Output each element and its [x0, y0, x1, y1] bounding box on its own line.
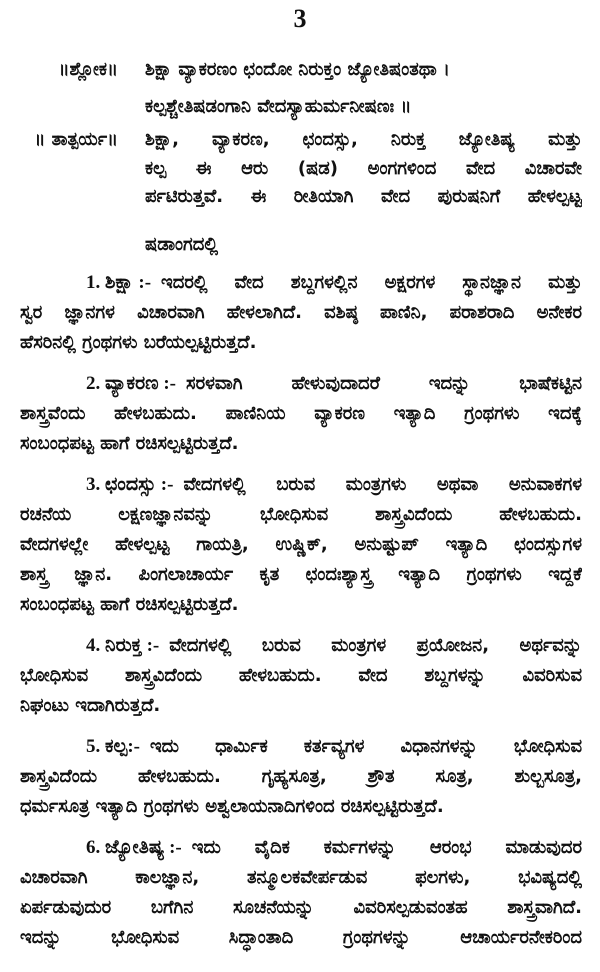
tatparya-line: ಶಿಕ್ಷಾ, ವ್ಯಾಕರಣ, ಛಂದಸ್ಸು, ನಿರುಕ್ತ ಜ್ಯೋತಿಷ್ಯ ಮತ್ತು	[145, 129, 582, 150]
shloka-line: ಶಿಕ್ಷಾ ವ್ಯಾಕರಣಂ ಛಂದೋ ನಿರುಕ್ತಂ ಜ್ಯೋತಿಷಂತಥಾ ।	[145, 59, 450, 80]
section-line: ಸ್ವರ ಜ್ಞಾನಗಳ ವಿಚಾರವಾಗಿ ಹೇಳಲಾಗಿದೆ. ವಶಿಷ್ಠ ಪಾಣಿನಿ, ಪರಾಶರಾದಿ ಅನೇಕರ	[20, 302, 582, 323]
section-paragraph	[20, 268, 582, 358]
section-paragraph	[20, 369, 582, 459]
tatparya-label: ॥ ತಾತ್ಪರ್ಯ॥	[34, 129, 118, 150]
section-heading: 4. ನಿರುಕ್ತ :-	[86, 635, 160, 656]
section-heading: 6. ಜ್ಯೋತಿಷ್ಯ :-	[86, 837, 182, 858]
section-line: ಇದು ಧಾರ್ಮಿಕ ಕರ್ತವ್ಯಗಳ ವಿಧಾನಗಳನ್ನು ಭೋಧಿಸುವ	[149, 736, 582, 757]
section-heading: 2. ವ್ಯಾಕರಣ :-	[86, 373, 177, 394]
section-line: ಇದನ್ನು ಭೋಧಿಸುವ ಸಿದ್ಧಾಂತಾದಿ ಗ್ರಂಥಗಳನ್ನು ಆಚಾರ್ಯರನೇಕರಿಂದ	[20, 927, 582, 948]
section-first-line	[20, 470, 582, 500]
section-line: ಇದು ವೈದಿಕ ಕರ್ಮಗಳನ್ನು ಆರಂಭ ಮಾಡುವುದರ	[191, 837, 582, 858]
section-paragraph	[20, 631, 582, 721]
section-line: ಇದರಲ್ಲಿ ವೇದ ಶಬ್ದಗಳಲ್ಲಿನ ಅಕ್ಷರಗಳ ಸ್ಥಾನಜ್ಞಾನ ಮತ್ತು	[161, 272, 582, 293]
sections	[20, 268, 582, 964]
tatparya-line: ಷಡಾಂಗದಲ್ಲಿ	[145, 234, 219, 255]
section-first-line	[20, 631, 582, 661]
section-paragraph	[20, 732, 582, 822]
shloka-line: ಕಲ್ಪಶ್ಚೇತಿಷಡಂಗಾನಿ ವೇದಸ್ಯಾಹುರ್ಮನೀಷಣಃ ॥	[145, 96, 412, 117]
page-number: 3	[293, 4, 307, 33]
section-line: ಏರ್ಪಡುವುದುರ ಬಗೆಗಿನ ಸೂಚನೆಯನ್ನು ವಿವರಿಸಲ್ಪಡುವಂತಹ ಶಾಸ್ತ್ರವಾಗಿದೆ.	[20, 897, 582, 918]
section-line: ವೇದಗಳಲ್ಲಿ ಬರುವ ಮಂತ್ರಗಳ ಪ್ರಯೋಜನ, ಅರ್ಥವನ್ನು	[169, 635, 582, 656]
section-line: ಧರ್ಮಸೂತ್ರ ಇತ್ಯಾದಿ ಗ್ರಂಥಗಳು ಅಶ್ವಲಾಯನಾದಿಗಳಿಂದ ರಚಿಸಲ್ಪಟ್ಟಿರುತ್ತದೆ.	[20, 796, 444, 817]
section-line: ಹೆಸರಿನಲ್ಲಿ ಗ್ರಂಥಗಳು ಬರೆಯಲ್ಪಟ್ಟಿರುತ್ತದೆ.	[20, 332, 257, 353]
section-line: ಸಂಬಂಧಪಟ್ಟ ಹಾಗೆ ರಚಿಸಲ್ಪಟ್ಟಿರುತ್ತದೆ.	[20, 594, 239, 615]
section-line: ಭೋಧಿಸುವ ಶಾಸ್ತ್ರವಿದೆಂದು ಹೇಳಬಹುದು. ವೇದ ಶಬ್ದಗಳನ್ನು ವಿವರಿಸುವ	[20, 665, 582, 686]
section-line: ವಿಚಾರವಾಗಿ ಕಾಲಜ್ಞಾನ, ತನ್ಮೂಲಕವೇರ್ಪಡುವ ಫಲಗಳು, ಭವಿಷ್ಯದಲ್ಲಿ	[20, 867, 582, 888]
section-line: ರಚನೆಯ ಲಕ್ಷಣಜ್ಞಾನವನ್ನು ಭೋಧಿಸುವ ಶಾಸ್ತ್ರವಿದೆಂದು ಹೇಳಬಹುದು.	[20, 504, 582, 525]
section-paragraph	[20, 470, 582, 620]
section-heading: 1. ಶಿಕ್ಷಾ :-	[86, 272, 152, 293]
section-line: ಸಂಬಂಧಪಟ್ಟ ಹಾಗೆ ರಚಿಸಲ್ಪಟ್ಟಿರುತ್ತದೆ.	[20, 433, 239, 454]
section-line: ನಿಘಂಟು ಇದಾಗಿರುತ್ತದೆ.	[20, 695, 161, 716]
shloka-label: ॥ಶ್ಲೋಕ॥	[58, 59, 118, 80]
section-line: ಸರಳವಾಗಿ ಹೇಳುವುದಾದರೆ ಇದನ್ನು ಭಾಷೆಕಟ್ಟಿನ	[186, 373, 582, 394]
section-first-line	[20, 268, 582, 298]
section-line: ಶಾಸ್ತ್ರವೆಂದು ಹೇಳಬಹುದು. ಪಾಣಿನಿಯ ವ್ಯಾಕರಣ ಇತ್ಯಾದಿ ಗ್ರಂಥಗಳು ಇದಕ್ಕೆ	[20, 403, 582, 424]
tatparya-line: ಕಲ್ಪ ಈ ಆರು (ಷಡ) ಅಂಗಗಳಿಂದ ವೇದ ವಿಚಾರವೇ	[145, 158, 582, 179]
section-heading: 3. ಛಂದಸ್ಸು :-	[86, 474, 174, 495]
section-first-line	[20, 833, 582, 863]
section-first-line	[20, 732, 582, 762]
tatparya-line: ರ್ಪಟಿರುತ್ತವೆ. ಈ ರೀತಿಯಾಗಿ ವೇದ ಪುರುಷನಿಗೆ ಹೇಳಲ್ಪಟ್ಟ	[145, 186, 582, 207]
section-line: ವೇದಗಳಲ್ಲಿ ಬರುವ ಮಂತ್ರಗಳು ಅಥವಾ ಅನುವಾಕಗಳ	[183, 474, 582, 495]
section-heading: 5. ಕಲ್ಪ:-	[86, 736, 140, 757]
section-line: ವೇದಗಳಲ್ಲೇ ಹೇಳಲ್ಪಟ್ಟ ಗಾಯತ್ರಿ, ಉಷ್ಣಿಕ್, ಅನುಷ್ಟುಪ್ ಇತ್ಯಾದಿ ಛಂದಸ್ಸುಗಳ	[20, 534, 582, 555]
section-line: ಶಾಸ್ತ್ರವಿದೆಂದು ಹೇಳಬಹುದು. ಗೃಹ್ಯಸೂತ್ರ, ಶ್ರೌತ ಸೂತ್ರ, ಶುಲ್ಬಸೂತ್ರ,	[20, 766, 582, 787]
section-first-line	[20, 369, 582, 399]
section-paragraph	[20, 833, 582, 953]
section-line: ಶಾಸ್ತ್ರ ಜ್ಞಾನ. ಪಿಂಗಲಾಚಾರ್ಯ ಕೃತ ಛಂದಃಶ್ಯಾಸ್ತ್ರ ಇತ್ಯಾದಿ ಗ್ರಂಥಗಳು ಇದ್ದಕೆ	[20, 564, 582, 585]
